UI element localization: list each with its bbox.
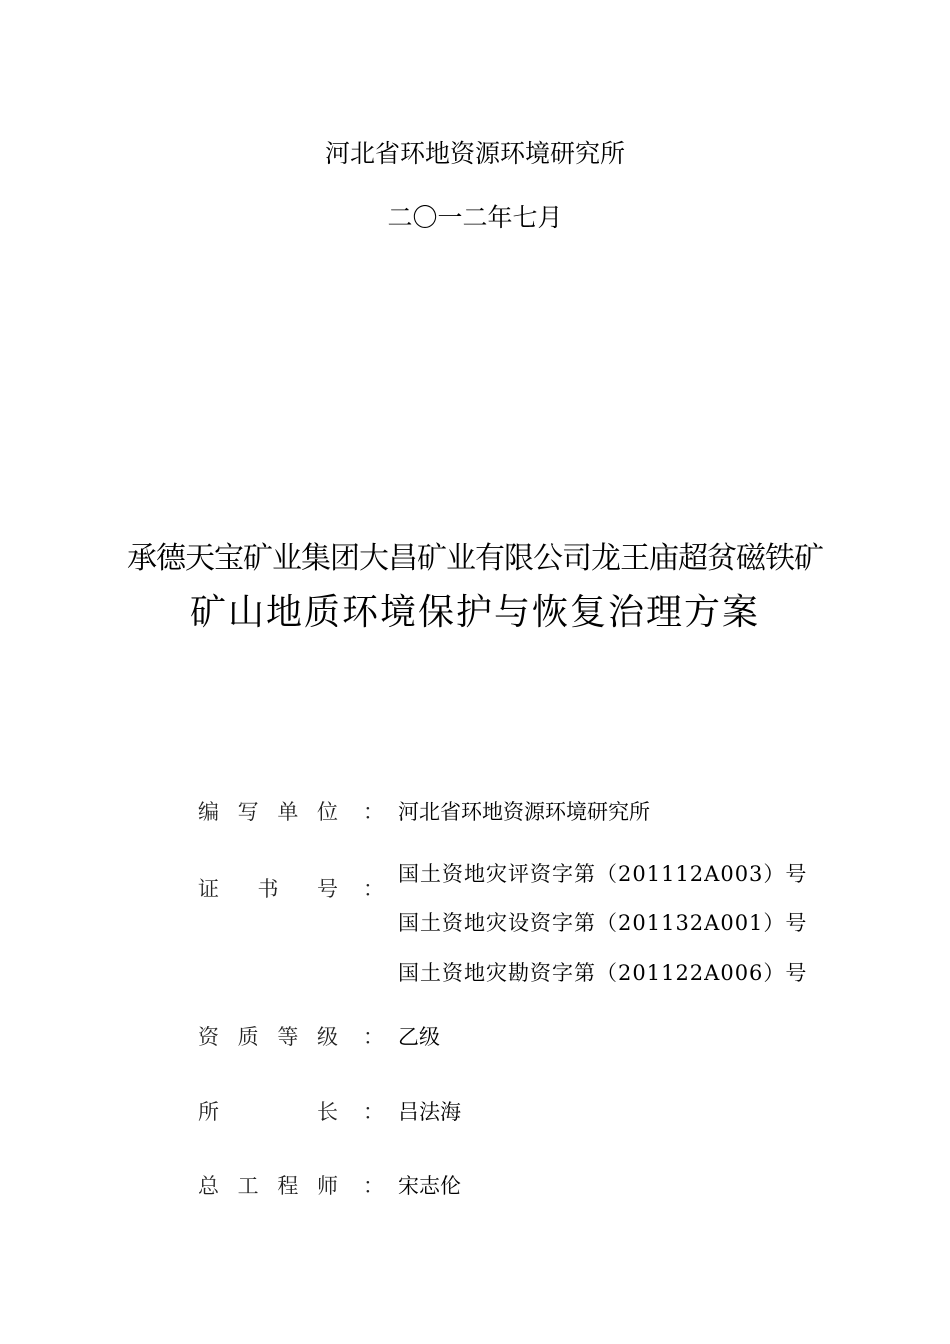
director-colon: ： xyxy=(363,1100,384,1124)
qualification-colon: ： xyxy=(363,1025,384,1049)
certificate-value-3: 国土资地灾勘资字第（201122A006）号 xyxy=(398,961,808,985)
author-unit-label: 编 写 单 位 xyxy=(198,800,338,824)
chief-engineer-colon: ： xyxy=(363,1174,384,1198)
author-unit-colon: ： xyxy=(363,800,384,824)
qualification-value: 乙级 xyxy=(398,1025,440,1049)
certificate-label: 证 书 号 xyxy=(198,877,338,901)
chief-engineer-value: 宋志伦 xyxy=(398,1174,461,1198)
header-date: 二〇一二年七月 xyxy=(387,203,563,232)
qualification-label: 资 质 等 级 xyxy=(198,1025,338,1049)
director-label: 所 长 xyxy=(198,1100,338,1124)
director-value: 吕法海 xyxy=(398,1100,461,1124)
certificate-colon: ： xyxy=(363,877,384,901)
document-title-line-1: 承德天宝矿业集团大昌矿业有限公司龙王庙超贫磁铁矿 xyxy=(127,541,823,576)
certificate-value-2: 国土资地灾设资字第（201132A001）号 xyxy=(398,911,808,935)
certificate-value-1: 国土资地灾评资字第（201112A003）号 xyxy=(398,862,808,886)
chief-engineer-label: 总 工 程 师 xyxy=(198,1174,338,1198)
header-organization: 河北省环地资源环境研究所 xyxy=(324,139,625,168)
author-unit-value: 河北省环地资源环境研究所 xyxy=(398,800,650,824)
document-title-line-2: 矿山地质环境保护与恢复治理方案 xyxy=(189,592,760,633)
